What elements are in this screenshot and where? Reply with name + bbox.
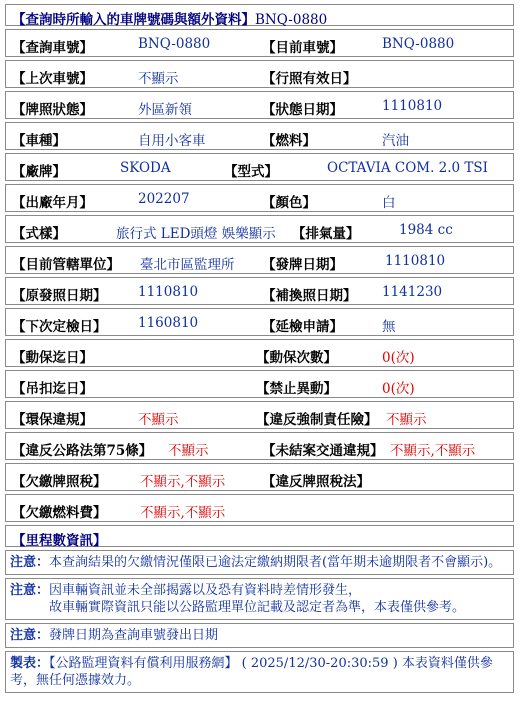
label-transfer-prohibited: 【禁止異動】 [256, 381, 337, 397]
value-previous-plate: 不顯示 [138, 71, 179, 87]
value-unpaid-fuel-fee: 不顯示,不顯示 [140, 505, 226, 521]
note-arrears [5, 550, 514, 575]
row-collateral [5, 339, 514, 367]
row-plate-status [5, 91, 514, 119]
source-footer [5, 651, 514, 693]
vehicle-info-table [5, 4, 514, 696]
row-vehicle-type [5, 122, 514, 150]
label-original-license-date: 【原發照日期】 [12, 288, 107, 304]
value-collateral-count: 0(次) [382, 350, 415, 366]
label-open-traffic-violations: 【未結案交通違規】 [262, 443, 384, 459]
row-inspection [5, 308, 514, 336]
value-status-date: 1110810 [382, 98, 443, 114]
row-jurisdiction [5, 246, 514, 274]
query-header-row [5, 4, 514, 26]
label-unpaid-fuel-fee: 【欠繳燃料費】 [12, 505, 107, 521]
label-license-valid-date: 【行照有效日】 [262, 71, 357, 87]
query-header-plate: BNQ-0880 [255, 12, 328, 28]
label-model: 【型式】 [224, 164, 278, 180]
value-environmental-violation: 不顯示 [138, 412, 179, 428]
row-fuel-fee [5, 494, 514, 522]
note-disclosure-line2: 故車輛實際資訊只能以公路監理單位記載及認定者為準，本表僅供參考。 [49, 600, 466, 615]
label-suspension-end-date: 【吊扣迄日】 [12, 381, 93, 397]
note-disclosure-line1: 因車輛資訊並未全部揭露以及恐有資料時差情形發生， [49, 583, 362, 598]
label-status-date: 【狀態日期】 [262, 102, 343, 118]
value-next-inspection: 1160810 [138, 315, 199, 331]
note-issue-date-text: 發牌日期為查詢車號發出日期 [49, 628, 219, 643]
query-header-title: 【查詢時所輸入的車牌號碼與額外資料】 [12, 12, 255, 28]
value-manufacture-date: 202207 [138, 191, 190, 207]
value-issue-date: 1110810 [385, 253, 446, 269]
row-brand-model [5, 153, 514, 181]
value-color: 白 [382, 195, 396, 211]
value-transfer-prohibited: 0(次) [382, 381, 415, 397]
value-highway-act-violation: 不顯示 [168, 443, 209, 459]
mileage-header-row [5, 525, 514, 547]
label-collateral-end-date: 【動保迄日】 [12, 350, 93, 366]
label-insurance-violation: 【違反強制責任險】 [256, 412, 378, 428]
value-model: OCTAVIA COM. 2.0 TSI [327, 160, 489, 176]
note-arrears-key: 注意： [10, 555, 50, 570]
label-displacement: 【排氣量】 [292, 226, 360, 242]
label-environmental-violation: 【環保違規】 [12, 412, 93, 428]
row-manufacture-color [5, 184, 514, 212]
label-color: 【顏色】 [262, 195, 316, 211]
note-arrears-text: 本查詢結果的欠繳情況僅限已逾法定繳納期限者(當年期未逾期限者不會顯示)。 [49, 555, 502, 570]
mileage-header [12, 529, 107, 549]
value-renewal-license-date: 1141230 [382, 284, 443, 300]
label-license-tax-violation: 【違反牌照稅法】 [262, 474, 370, 490]
note-disclosure [5, 578, 514, 620]
value-open-traffic-violations: 不顯示,不顯示 [390, 443, 476, 459]
value-fuel: 汽油 [382, 133, 409, 149]
label-vehicle-type: 【車種】 [12, 133, 66, 149]
row-previous-plate [5, 60, 514, 88]
label-manufacture-date: 【出廠年月】 [12, 195, 93, 211]
row-suspension [5, 370, 514, 398]
row-violations-2 [5, 432, 514, 460]
value-vehicle-type: 自用小客車 [138, 133, 206, 149]
value-brand: SKODA [120, 160, 171, 176]
value-inspection-extension: 無 [382, 319, 396, 335]
label-unpaid-license-tax: 【欠繳牌照稅】 [12, 474, 107, 490]
row-violations-1 [5, 401, 514, 429]
value-style: 旅行式 LED頭燈 娛樂顯示 [116, 226, 276, 242]
note-issue-date-key: 注意： [10, 628, 50, 643]
value-unpaid-license-tax: 不顯示,不顯示 [140, 474, 226, 490]
label-inspection-extension: 【延檢申請】 [262, 319, 343, 335]
value-plate-status: 外區新領 [138, 102, 192, 118]
label-query-plate: 【查詢車號】 [12, 40, 93, 56]
row-style-displacement [5, 215, 514, 243]
label-highway-act-violation: 【違反公路法第75條】 [12, 443, 153, 459]
label-style: 【式樣】 [12, 226, 66, 242]
value-original-license-date: 1110810 [138, 284, 199, 300]
label-current-plate: 【目前車號】 [262, 40, 343, 56]
label-fuel: 【燃料】 [262, 133, 316, 149]
row-plate-numbers [5, 29, 514, 57]
row-license-tax [5, 463, 514, 491]
value-jurisdiction: 臺北市區監理所 [140, 257, 235, 273]
label-brand: 【廠牌】 [12, 164, 66, 180]
value-displacement: 1984 cc [399, 222, 453, 238]
query-header [12, 8, 327, 28]
label-collateral-count: 【動保次數】 [256, 350, 337, 366]
row-license-dates [5, 277, 514, 305]
source-text: 【公路監理資料有償利用服務網】 ( 2025/12/30-20:30:59 ) 本表資料僅供參考，無任何憑據效力。 [10, 656, 493, 688]
value-query-plate: BNQ-0880 [138, 36, 211, 52]
label-issue-date: 【發牌日期】 [262, 257, 343, 273]
note-issue-date [5, 623, 514, 648]
label-plate-status: 【牌照狀態】 [12, 102, 93, 118]
label-jurisdiction: 【目前管轄單位】 [12, 257, 120, 273]
value-insurance-violation: 不顯示 [386, 412, 427, 428]
source-key: 製表： [10, 656, 50, 671]
note-disclosure-key: 注意： [10, 583, 50, 598]
label-renewal-license-date: 【補換照日期】 [262, 288, 357, 304]
mileage-header-label: 【里程數資訊】 [12, 533, 107, 549]
label-next-inspection: 【下次定檢日】 [12, 319, 107, 335]
label-previous-plate: 【上次車號】 [12, 71, 93, 87]
value-current-plate: BNQ-0880 [382, 36, 455, 52]
